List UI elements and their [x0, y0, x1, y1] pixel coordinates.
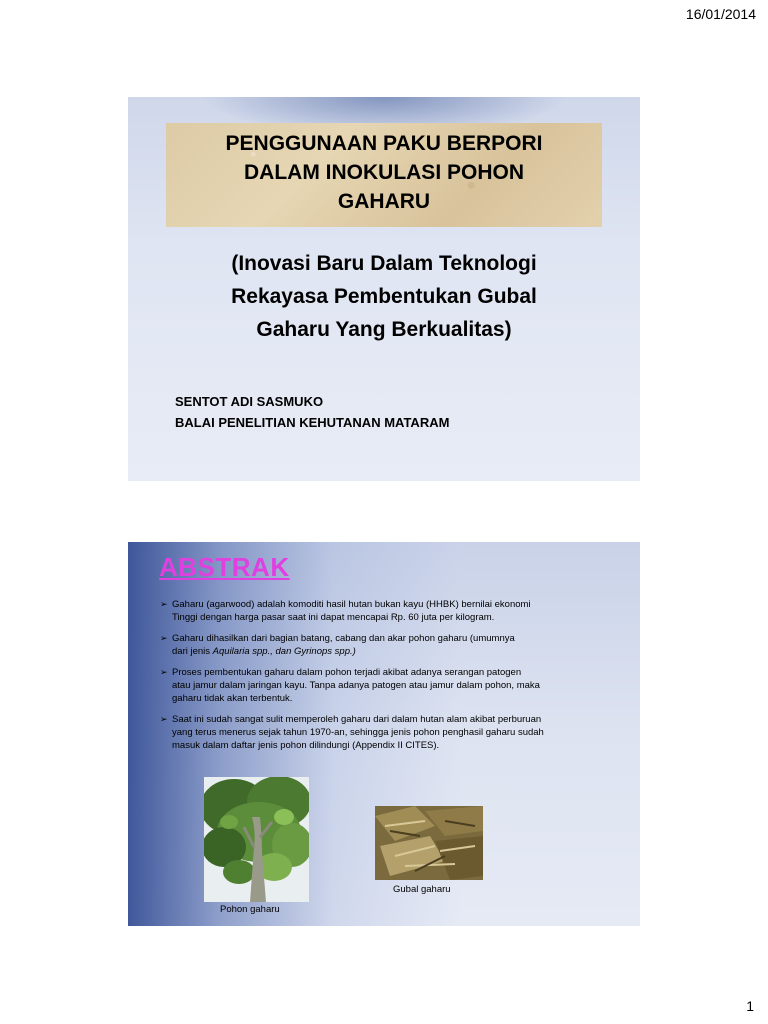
bullet-line: yang terus menerus sejak tahun 1970-an, sehingga jenis pohon penghasil gaharu sudah	[172, 727, 544, 738]
abstract-bullet-list	[160, 598, 600, 760]
bullet-line: atau jamur dalam jaringan kayu. Tanpa adanya patogen atau jamur dalam pohon, maka	[172, 680, 540, 691]
bullet-line	[172, 645, 600, 658]
bullet-line: Proses pembentukan gaharu dalam pohon terjadi akibat adanya serangan patogen	[172, 667, 522, 678]
abstract-heading: ABSTRAK	[159, 552, 290, 582]
bullet-line: Gaharu dihasilkan dari bagian batang, cabang dan akar pohon gaharu (umumnya	[172, 633, 515, 644]
institution-name: BALAI PENELITIAN KEHUTANAN MATARAM	[175, 415, 450, 430]
bullet-line: Gaharu (agarwood) adalah komoditi hasil hutan bukan kayu (HHBK) bernilai ekonomi	[172, 599, 531, 610]
list-item	[160, 666, 600, 705]
tree-caption: Pohon gaharu	[220, 904, 280, 915]
subtitle-line: (Inovasi Baru Dalam Teknologi	[231, 252, 537, 275]
title-line: DALAM INOKULASI POHON	[244, 161, 524, 184]
bullet-line: Tinggi dengan harga pasar saat ini dapat mencapai Rp. 60 juta per kilogram.	[172, 612, 495, 623]
agarwood-caption: Gubal gaharu	[393, 884, 451, 895]
author-name: SENTOT ADI SASMUKO	[175, 394, 324, 409]
arrow-bullet-icon: ➢	[160, 633, 168, 643]
agarwood-photo	[375, 806, 483, 880]
list-item	[160, 713, 600, 752]
list-item	[160, 598, 600, 624]
author-block	[175, 391, 449, 433]
arrow-bullet-icon: ➢	[160, 714, 168, 724]
title-line: PENGGUNAAN PAKU BERPORI	[225, 132, 543, 155]
bullet-line: Saat ini sudah sangat sulit memperoleh gaharu dari dalam hutan alam akibat perburuan	[172, 714, 542, 725]
subtitle	[168, 247, 600, 346]
title-slide	[128, 97, 640, 481]
title-box	[166, 123, 602, 227]
species-names: Aquilaria spp., dan Gyrinops spp.)	[212, 646, 356, 657]
title-line: GAHARU	[337, 190, 431, 213]
tree-photo	[204, 777, 309, 902]
bullet-line: masuk dalam daftar jenis pohon dilindungi (Appendix II CITES).	[172, 740, 440, 751]
bullet-line: gaharu tidak akan terbentuk.	[172, 693, 293, 704]
list-item	[160, 632, 600, 658]
subtitle-line: Gaharu Yang Berkualitas)	[256, 318, 512, 341]
page-date: 16/01/2014	[685, 6, 756, 22]
arrow-bullet-icon: ➢	[160, 667, 168, 677]
abstract-slide	[128, 542, 640, 926]
page-number: 1	[746, 998, 754, 1014]
bullet-text: dari jenis	[172, 646, 213, 657]
subtitle-line: Rekayasa Pembentukan Gubal	[231, 285, 537, 308]
arrow-bullet-icon: ➢	[160, 599, 168, 609]
